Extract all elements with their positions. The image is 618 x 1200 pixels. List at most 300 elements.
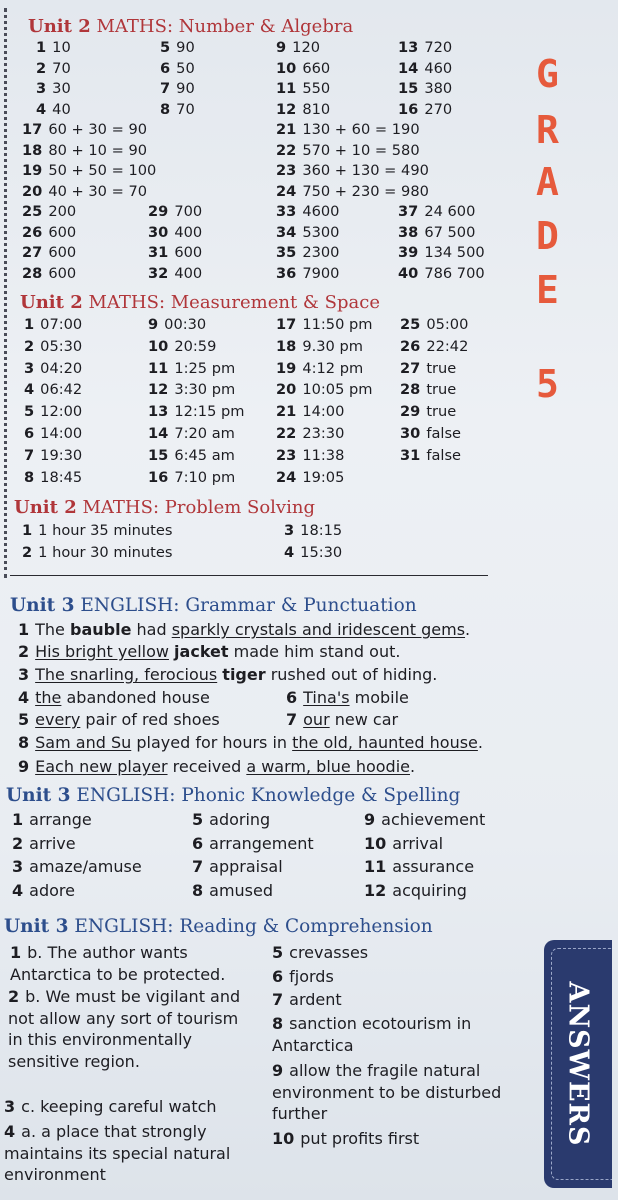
section-header-grammar-punctuation: Unit 3 ENGLISH: Grammar & Punctuation <box>10 595 417 616</box>
answer-text: 7900 <box>302 264 340 282</box>
grade-letter: E <box>536 268 559 312</box>
answer-text: b. The author wants Antarctica to be protected. <box>10 943 226 984</box>
answer-item <box>160 79 195 99</box>
answer-text: assurance <box>392 857 475 876</box>
answer-item <box>276 223 339 243</box>
section-header-problem-solving: Unit 2 MATHS: Problem Solving <box>14 497 315 518</box>
answer-text: 40 <box>52 100 71 118</box>
answer-item <box>36 100 71 120</box>
question-number: 32 <box>148 264 169 282</box>
answer-item <box>276 359 363 379</box>
question-number: 26 <box>22 223 43 241</box>
question-number: 31 <box>400 446 421 464</box>
answer-text: 3:30 pm <box>174 381 236 399</box>
underlined-phrase: every <box>35 710 81 729</box>
question-number: 11 <box>276 80 297 98</box>
answer-text: 1 hour 35 minutes <box>38 522 173 539</box>
question-number: 38 <box>398 223 419 241</box>
answer-item <box>276 337 363 357</box>
question-number: 9 <box>148 316 159 333</box>
answer-item <box>12 834 76 854</box>
answer-text: 600 <box>174 244 203 262</box>
question-number: 7 <box>192 857 204 876</box>
bold-noun: tiger <box>222 665 266 684</box>
answer-text: 786 700 <box>424 264 485 282</box>
answer-item <box>276 243 339 263</box>
answer-text: c. keeping careful watch <box>21 1097 217 1116</box>
answer-item <box>22 182 147 202</box>
question-number: 17 <box>276 316 297 333</box>
answer-text: 90 <box>176 80 195 98</box>
answer-item <box>148 359 235 379</box>
answer-item <box>276 424 344 444</box>
answer-item <box>364 834 443 854</box>
answer-item <box>24 468 82 488</box>
question-number: 27 <box>22 244 43 262</box>
answer-text: 600 <box>48 264 77 282</box>
dotted-margin-line <box>4 8 7 578</box>
question-number: 9 <box>364 810 376 829</box>
answer-item <box>22 243 76 263</box>
question-number: 24 <box>276 468 297 486</box>
answer-text: 22:42 <box>426 337 469 355</box>
answer-item <box>22 543 172 563</box>
sentence-text: . <box>410 757 416 776</box>
question-number: 10 <box>276 59 297 77</box>
answer-item <box>272 966 542 988</box>
answer-text: 7:20 am <box>174 425 235 442</box>
answer-text: arrive <box>29 833 76 853</box>
underlined-phrase: Tina's <box>303 688 350 707</box>
sentence-text: played for hours in <box>131 733 293 752</box>
answer-text: 11:50 pm <box>302 316 373 333</box>
answer-text: a. a place that strongly maintains its special natural environment <box>4 1122 231 1184</box>
answer-text: 60 + 30 = 90 <box>48 121 148 138</box>
grade-letter: R <box>536 108 559 152</box>
question-number: 5 <box>192 810 204 829</box>
section-divider <box>10 575 488 576</box>
bold-noun: jacket <box>174 642 229 661</box>
question-number: 20 <box>22 182 43 200</box>
question-number: 2 <box>12 833 24 853</box>
question-number: 6 <box>272 967 284 986</box>
question-number: 27 <box>400 359 421 377</box>
answer-item <box>286 710 398 730</box>
question-number: 8 <box>272 1014 284 1033</box>
question-number: 34 <box>276 223 297 241</box>
answer-text: crevasses <box>289 943 369 962</box>
question-number: 2 <box>8 987 20 1006</box>
answer-text: 00:30 <box>164 316 207 333</box>
question-number: 7 <box>286 710 298 729</box>
question-number: 4 <box>24 381 35 399</box>
question-number: 6 <box>192 833 204 853</box>
question-number: 4 <box>284 544 295 561</box>
question-number: 9 <box>272 1061 284 1080</box>
answer-item <box>148 223 202 243</box>
answer-item <box>148 402 245 422</box>
answer-item <box>398 202 475 222</box>
answer-item <box>284 521 342 541</box>
answer-text: 6:45 am <box>174 446 235 464</box>
answer-item <box>22 120 147 140</box>
question-number: 5 <box>24 403 35 421</box>
question-number: 33 <box>276 203 297 220</box>
answer-item <box>18 733 483 753</box>
answer-item <box>24 424 82 444</box>
question-number: 3 <box>18 665 30 684</box>
answer-text: true <box>426 359 457 377</box>
answer-item <box>24 446 82 466</box>
answer-item <box>398 243 485 263</box>
question-number: 11 <box>148 359 169 377</box>
grade-letter: G <box>536 52 559 96</box>
answer-text: ardent <box>289 990 342 1009</box>
answer-item <box>22 264 76 284</box>
answer-text: amaze/amuse <box>29 857 142 876</box>
answer-text: 570 + 10 = 580 <box>302 141 420 159</box>
section-header-number-algebra: Unit 2 MATHS: Number & Algebra <box>28 16 354 37</box>
grade-number: 5 <box>536 362 559 406</box>
question-number: 15 <box>398 80 419 98</box>
question-number: 5 <box>272 943 284 962</box>
question-number: 3 <box>12 857 24 876</box>
answer-text: achievement <box>381 810 486 829</box>
answer-text: 600 <box>48 244 77 262</box>
underlined-phrase: His bright yellow <box>35 642 169 661</box>
question-number: 2 <box>18 642 30 661</box>
question-number: 7 <box>272 990 284 1009</box>
section-header-measurement-space: Unit 2 MATHS: Measurement & Space <box>20 292 380 313</box>
answer-item <box>36 38 71 58</box>
answer-text: allow the fragile natural environment to be disturbed further <box>272 1061 502 1123</box>
answer-text: 10:05 pm <box>302 381 373 399</box>
answer-item <box>24 315 82 335</box>
answer-text: 134 500 <box>424 244 485 262</box>
answer-text: 19:05 <box>302 468 345 486</box>
answer-item <box>8 986 248 1072</box>
answer-text: 720 <box>424 39 453 56</box>
answer-text: 200 <box>48 203 77 220</box>
answer-text: 19:30 <box>40 446 83 464</box>
question-number: 24 <box>276 182 297 200</box>
answer-text: 4600 <box>302 203 340 220</box>
answer-item <box>276 141 420 161</box>
question-number: 29 <box>400 403 421 421</box>
answer-text: false <box>426 446 462 464</box>
answer-item <box>18 757 415 777</box>
answer-item <box>276 264 339 284</box>
answer-text: 130 + 60 = 190 <box>302 121 420 138</box>
answer-item <box>192 857 283 877</box>
answer-text: 90 <box>176 39 195 56</box>
answer-item <box>192 881 273 901</box>
answer-text: 23:30 <box>302 425 345 442</box>
answer-item <box>272 1060 542 1125</box>
question-number: 1 <box>18 620 30 639</box>
question-number: 13 <box>398 39 419 56</box>
answer-item <box>148 315 206 335</box>
question-number: 8 <box>192 880 204 900</box>
question-number: 25 <box>400 316 421 333</box>
question-number: 18 <box>22 141 43 159</box>
answer-text: 40 + 30 = 70 <box>48 182 148 200</box>
sentence-text: mobile <box>349 688 409 707</box>
answer-item <box>148 202 202 222</box>
answer-text: 20:59 <box>174 337 217 355</box>
answer-item <box>400 380 456 400</box>
question-number: 4 <box>18 688 30 707</box>
answer-text: 18:45 <box>40 468 83 486</box>
answer-item <box>22 521 172 541</box>
answer-text: 10 <box>52 39 71 56</box>
answer-text: 70 <box>176 100 195 118</box>
question-number: 19 <box>276 359 297 377</box>
question-number: 36 <box>276 264 297 282</box>
question-number: 40 <box>398 264 419 282</box>
answer-text: false <box>426 425 462 442</box>
answer-item <box>24 359 82 379</box>
answer-text: 270 <box>424 100 453 118</box>
answer-text: 07:00 <box>40 316 83 333</box>
answer-item <box>18 688 210 708</box>
answer-item <box>276 380 373 400</box>
question-number: 10 <box>272 1129 295 1148</box>
question-number: 39 <box>398 244 419 262</box>
sentence-text: made him stand out. <box>228 642 401 661</box>
answer-item <box>276 79 330 99</box>
answer-item <box>284 543 342 563</box>
question-number: 6 <box>286 688 298 707</box>
question-number: 6 <box>160 59 171 77</box>
question-number: 4 <box>12 880 24 900</box>
answer-text: 80 + 10 = 90 <box>48 141 148 159</box>
answer-item <box>22 161 156 181</box>
answer-item <box>4 1096 244 1118</box>
answer-text: 14:00 <box>40 425 83 442</box>
question-number: 3 <box>36 80 47 98</box>
answer-item <box>22 141 147 161</box>
answer-text: 24 600 <box>424 203 476 220</box>
answer-item <box>148 424 235 444</box>
question-number: 16 <box>148 468 169 486</box>
answer-item <box>286 688 409 708</box>
question-number: 10 <box>364 833 387 853</box>
answer-text: arrangement <box>209 833 314 853</box>
underlined-phrase: the old, haunted house <box>292 733 478 752</box>
grade-letter: D <box>536 214 559 258</box>
question-number: 23 <box>276 162 297 180</box>
answer-item <box>276 202 339 222</box>
underlined-phrase: Sam and Su <box>35 733 132 752</box>
question-number: 12 <box>364 880 387 900</box>
question-number: 2 <box>22 544 33 561</box>
question-number: 29 <box>148 203 169 220</box>
question-number: 17 <box>22 121 43 138</box>
answer-item <box>24 380 82 400</box>
answer-text: 5300 <box>302 223 340 241</box>
answer-text: 120 <box>292 39 321 56</box>
question-number: 3 <box>4 1097 16 1116</box>
answer-item <box>276 161 429 181</box>
answer-item <box>272 1013 542 1056</box>
answer-item <box>364 881 467 901</box>
question-number: 28 <box>22 264 43 282</box>
answer-text: 1:25 pm <box>174 359 236 377</box>
answer-item <box>276 468 344 488</box>
answer-text: 05:30 <box>40 337 83 355</box>
answer-text: true <box>426 403 457 421</box>
section-header-reading-comprehension: Unit 3 ENGLISH: Reading & Comprehension <box>4 916 433 937</box>
question-number: 1 <box>24 316 35 333</box>
sentence-text: had <box>131 620 172 639</box>
answer-text: arrival <box>392 833 444 853</box>
answer-text: 9.30 pm <box>302 337 363 355</box>
grade-letter: A <box>536 160 559 204</box>
sentence-text: received <box>167 757 247 776</box>
answer-item <box>276 446 344 466</box>
question-number: 25 <box>22 203 43 220</box>
answers-tab-label: ANSWERS <box>562 981 594 1147</box>
sentence-text: pair of red shoes <box>80 710 220 729</box>
answer-text: 7:10 pm <box>174 468 236 486</box>
question-number: 1 <box>36 39 47 56</box>
question-number: 18 <box>276 337 297 355</box>
answer-item <box>148 243 202 263</box>
answer-item <box>276 315 373 335</box>
answer-text: 1 hour 30 minutes <box>38 544 173 561</box>
answer-text: 14:00 <box>302 403 345 421</box>
question-number: 23 <box>276 446 297 464</box>
question-number: 28 <box>400 381 421 399</box>
answer-item <box>398 223 475 243</box>
question-number: 14 <box>148 425 169 442</box>
underlined-phrase: sparkly crystals and iridescent gems <box>171 620 466 639</box>
answer-text: 12:00 <box>40 403 83 421</box>
question-number: 1 <box>12 810 24 829</box>
answer-text: 67 500 <box>424 223 476 241</box>
answer-item <box>192 834 314 854</box>
question-number: 12 <box>148 381 169 399</box>
answer-item <box>276 38 320 58</box>
answer-item <box>24 337 82 357</box>
answer-item <box>148 468 235 488</box>
question-number: 20 <box>276 381 297 399</box>
question-number: 9 <box>276 39 287 56</box>
question-number: 35 <box>276 244 297 262</box>
question-number: 15 <box>148 446 169 464</box>
answer-item <box>22 202 76 222</box>
question-number: 31 <box>148 244 169 262</box>
question-number: 21 <box>276 403 297 421</box>
answer-text: 380 <box>424 80 453 98</box>
sentence-text: . <box>477 733 483 752</box>
answer-item <box>400 337 468 357</box>
answer-text: 50 <box>176 59 195 77</box>
answer-item <box>272 942 542 964</box>
answer-item <box>10 942 250 985</box>
question-number: 13 <box>148 403 169 421</box>
answer-item <box>398 38 452 58</box>
question-number: 10 <box>148 337 169 355</box>
underlined-phrase: a warm, blue hoodie <box>246 757 410 776</box>
answer-item <box>18 620 470 640</box>
question-number: 3 <box>284 522 295 539</box>
answer-item <box>364 810 485 830</box>
answer-text: 05:00 <box>426 316 469 333</box>
answer-text: 06:42 <box>40 381 83 399</box>
answer-text: appraisal <box>209 857 283 876</box>
answer-item <box>398 59 452 79</box>
question-number: 21 <box>276 121 297 138</box>
answer-item <box>148 380 235 400</box>
answer-item <box>398 79 452 99</box>
answer-item <box>364 857 474 877</box>
answer-text: 12:15 pm <box>174 403 245 421</box>
question-number: 30 <box>148 223 169 241</box>
answer-item <box>276 120 420 140</box>
answer-item <box>12 810 92 830</box>
answer-item <box>400 446 461 466</box>
answer-text: true <box>426 381 457 399</box>
answer-text: 700 <box>174 203 203 220</box>
answer-item <box>272 989 542 1011</box>
sentence-text: . <box>465 620 471 639</box>
answer-item <box>276 182 429 202</box>
answer-text: 750 + 230 = 980 <box>302 182 429 200</box>
question-number: 14 <box>398 59 419 77</box>
answers-tab <box>544 940 612 1188</box>
underlined-phrase: Each new player <box>35 757 168 776</box>
answer-item <box>148 337 216 357</box>
answer-text: adoring <box>209 810 271 829</box>
section-header-phonic-spelling: Unit 3 ENGLISH: Phonic Knowledge & Spelling <box>6 785 461 806</box>
question-number: 1 <box>10 943 22 962</box>
answer-item <box>400 402 456 422</box>
answer-item <box>12 881 75 901</box>
answer-text: 2300 <box>302 244 340 262</box>
answer-item <box>24 402 82 422</box>
question-number: 22 <box>276 141 297 159</box>
answer-text: 600 <box>48 223 77 241</box>
question-number: 37 <box>398 203 419 220</box>
answer-text: 70 <box>52 59 71 77</box>
question-number: 5 <box>18 710 30 729</box>
answer-item <box>400 359 456 379</box>
answer-item <box>400 315 468 335</box>
question-number: 22 <box>276 425 297 442</box>
answer-item <box>12 857 142 877</box>
underlined-phrase: our <box>303 710 330 729</box>
answer-text: b. We must be vigilant and not allow any sort of tourism in this environmentally sensitive region. <box>8 987 241 1071</box>
question-number: 7 <box>24 446 35 464</box>
answer-text: 360 + 130 = 490 <box>302 162 429 180</box>
answer-item <box>4 1121 244 1186</box>
sentence-text: rushed out of hiding. <box>265 665 438 684</box>
sentence-text: The <box>35 620 70 639</box>
question-number: 5 <box>160 39 171 56</box>
question-number: 11 <box>364 857 387 876</box>
answer-item <box>160 100 195 120</box>
question-number: 8 <box>160 100 171 118</box>
answer-item <box>36 59 71 79</box>
answer-item <box>160 38 195 58</box>
question-number: 7 <box>160 80 171 98</box>
underlined-phrase: The snarling, ferocious <box>35 665 218 684</box>
answer-text: put profits first <box>300 1129 420 1148</box>
answer-text: adore <box>29 880 75 900</box>
answer-text: amused <box>209 880 274 900</box>
